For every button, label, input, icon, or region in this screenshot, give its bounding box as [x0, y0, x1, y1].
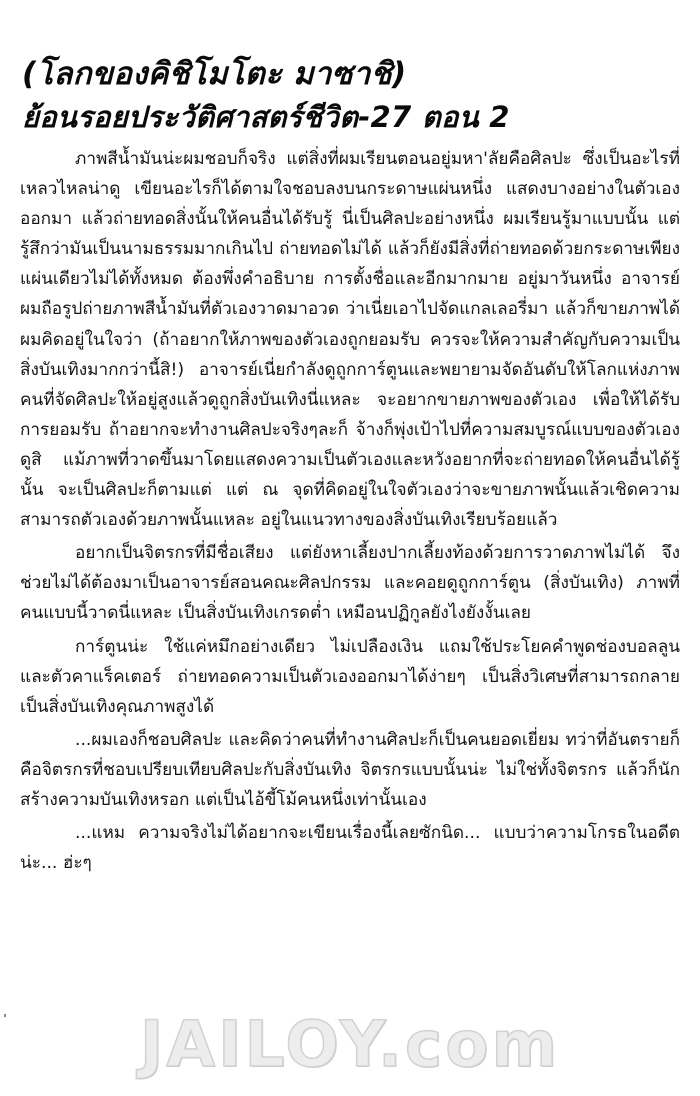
paragraph-3: การ์ตูนน่ะ ใช้แค่หมึกอย่างเดียว ไม่เปลืองเงิน แถมใช้ประโยคคำพูดช่องบอลลูน และตัวคาแร็คเตอร์ ถ่ายทอดความเป็นตัวเองออกมาได้ง่ายๆ เป็นสิ่งวิเศษที่สามารถกลายเป็นสิ่งบันเทิงคุณภาพสูงได้: [20, 636, 680, 717]
paragraph-1: ภาพสีน้ำมันน่ะผมชอบก็จริง แต่สิ่งที่ผมเรียนตอนอยู่มหา'ลัยคือศิลปะ ซึ่งเป็นอะไรที่เหลวไหลน่าดู เขียนอะไรก็ได้ตามใจชอบลงบนกระดาษแผ่นหนึ่ง แสดงบางอย่างในตัวเองออกมา แล้วถ่ายทอดสิ่งนั้นให้คนอื่นได้รับรู้ นี่เป็นศิลปะอย่างหนึ่ง ผมเรียนรู้มาแบบนั้น แต่รู้สึกว่ามันเป็นนามธรรมมากเกินไป ถ่ายทอดไม่ได้ แล้วก็ยังมีสิ่งที่ถ่ายทอดด้วยกระดาษเพียงแผ่นเดียวไม่ได้ทั้งหมด ต้องพึ่งคำอธิบาย การตั้งชื่อและอีกมากมาย อยู่มาวันหนึ่ง อาจารย์ผมถือรูปถ่ายภาพสีน้ำมันที่ตัวเองวาดมาอวด ว่าเนี่ยเอาไปจัดแกลเลอรี่มา แล้วก็ขายภาพได้ ผมคิดอยู่ในใจว่า (ถ้าอยากให้ภาพของตัวเองถูกยอมรับ ควรจะให้ความสำคัญกับความเป็นสิ่งบันเทิงมากกว่านี้สิ!) อาจารย์เนี่ยกำลังดูถูกการ์ตูนและพยายามจัดอันดับให้โลกแห่งภาพ คนที่จัดศิลปะให้อยู่สูงแล้วดูถูกสิ่งบันเทิงนี่แหละ จะอยากขายภาพของตัวเอง เพื่อให้ได้รับการยอมรับ ถ้าอยากจะทำงานศิลปะจริงๆละก็ จ้างก็พุ่งเป้าไปที่ความสมบูรณ์แบบของตัวเองดูสิ แม้ภาพที่วาดขึ้นมาโดยแสดงความเป็นตัวเองและหวังอยากที่จะถ่ายทอดให้คนอื่นได้รู้นั้น จะเป็นศิลปะก็ตามแต่ แต่ ณ จุดที่คิดอยู่ในใจตัวเองว่าจะขายภาพนั้นแล้วเชิดความสามารถตัวเองด้วยภาพนั้นแหละ อยู่ในแนวทางของสิ่งบันเทิงเรียบร้อยแล้ว: [20, 149, 680, 531]
paragraph-5: ...แหม ความจริงไม่ได้อยากจะเขียนเรื่องนี้เลยซักนิด... แบบว่าความโกรธในอดีตน่ะ... ฮ่ะๆ: [20, 823, 680, 874]
paragraph-4: ...ผมเองก็ชอบศิลปะ และคิดว่าคนที่ทำงานศิลปะก็เป็นคนยอดเยี่ยม ทว่าที่อันตรายก็คือจิตรกรที่ชอบเปรียบเทียบศิลปะกับสิ่งบันเทิง จิตรกรแบบนั้นน่ะ ไม่ใช่ทั้งจิตรกร แล้วก็นักสร้างความบันเทิงหรอก แต่เป็นไอ้ขี้โม้คนหนึ่งเท่านั้นเอง: [20, 729, 680, 810]
article-body: [20, 144, 680, 878]
site-watermark: JAILOY.com: [139, 1008, 561, 1081]
page-title: (โลกของคิชิโมโตะ มาซาชิ): [22, 56, 407, 92]
paragraph-2: อยากเป็นจิตรกรที่มีชื่อเสียง แต่ยังหาเลี้ยงปากเลี้ยงท้องด้วยการวาดภาพไม่ได้ จึงช่วยไม่ได้ต้องมาเป็นอาจารย์สอนคณะศิลปกรรม และคอยดูถูกการ์ตูน (สิ่งบันเทิง) ภาพที่คนแบบนี้วาดนี่แหละ เป็นสิ่งบันเทิงเกรดต่ำ เหมือนปฏิกูลยังไงยังงั้นเลย: [20, 543, 680, 624]
page-subtitle: ย้อนรอยประวัติศาสตร์ชีวิต-27 ตอน 2: [22, 100, 510, 134]
